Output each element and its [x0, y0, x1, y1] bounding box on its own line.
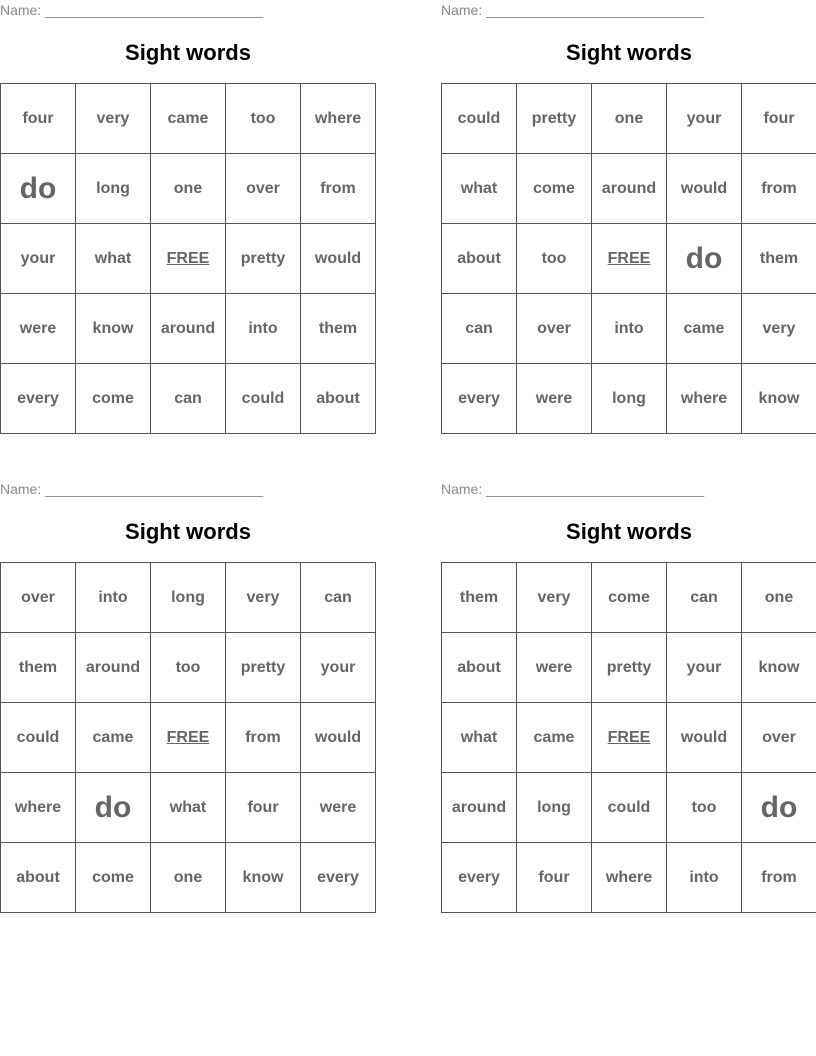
word-cell: can: [151, 364, 226, 434]
grid-row: [442, 843, 816, 913]
word-cell: long: [76, 154, 151, 224]
word-cell: them: [1, 633, 76, 703]
word-cell: very: [742, 294, 816, 364]
grid-row: [442, 84, 816, 154]
word-cell: were: [517, 364, 592, 434]
word-cell: every: [442, 843, 517, 913]
word-cell: into: [226, 294, 301, 364]
word-cell: could: [1, 703, 76, 773]
word-cell: can: [667, 563, 742, 633]
word-cell-large: do: [1, 154, 76, 224]
word-cell: came: [667, 294, 742, 364]
word-cell: came: [517, 703, 592, 773]
word-cell: where: [301, 84, 376, 154]
word-cell: came: [76, 703, 151, 773]
word-cell: pretty: [226, 224, 301, 294]
word-cell: from: [742, 843, 816, 913]
free-space-cell: FREE: [151, 703, 226, 773]
word-cell: about: [1, 843, 76, 913]
word-cell: them: [442, 563, 517, 633]
grid-row: [442, 773, 816, 843]
word-cell: could: [592, 773, 667, 843]
word-cell: pretty: [226, 633, 301, 703]
grid-row: [442, 154, 816, 224]
word-cell: around: [592, 154, 667, 224]
word-grid: [0, 83, 376, 434]
word-cell: what: [442, 703, 517, 773]
grid-row: [442, 294, 816, 364]
word-grid: [441, 83, 816, 434]
word-cell-large: do: [667, 224, 742, 294]
word-cell: your: [301, 633, 376, 703]
word-cell: from: [301, 154, 376, 224]
word-cell: came: [151, 84, 226, 154]
word-cell: where: [667, 364, 742, 434]
word-cell: could: [442, 84, 517, 154]
word-cell: can: [301, 563, 376, 633]
word-cell: every: [1, 364, 76, 434]
word-grid: [441, 562, 816, 913]
word-cell: four: [226, 773, 301, 843]
word-cell: pretty: [517, 84, 592, 154]
free-space-cell: FREE: [592, 703, 667, 773]
word-cell: very: [76, 84, 151, 154]
grid-row: [1, 154, 376, 224]
word-cell: around: [442, 773, 517, 843]
word-cell: your: [667, 633, 742, 703]
card-title: Sight words: [125, 40, 251, 65]
grid-row: [1, 633, 376, 703]
free-space-cell: FREE: [592, 224, 667, 294]
word-cell: too: [226, 84, 301, 154]
word-cell: over: [517, 294, 592, 364]
word-cell: long: [151, 563, 226, 633]
name-field-label: Name: ____________________________: [441, 481, 705, 497]
grid-row: [442, 224, 816, 294]
word-cell: long: [592, 364, 667, 434]
word-cell: over: [742, 703, 816, 773]
grid-row: [442, 563, 816, 633]
word-cell: from: [742, 154, 816, 224]
word-cell: were: [1, 294, 76, 364]
grid-row: [1, 563, 376, 633]
word-cell: four: [742, 84, 816, 154]
word-cell: what: [442, 154, 517, 224]
word-cell: come: [76, 843, 151, 913]
grid-row: [1, 294, 376, 364]
word-cell: your: [667, 84, 742, 154]
word-cell: four: [1, 84, 76, 154]
word-cell: your: [1, 224, 76, 294]
word-cell: too: [517, 224, 592, 294]
grid-row: [1, 703, 376, 773]
card-title: Sight words: [566, 40, 692, 65]
word-cell: what: [76, 224, 151, 294]
word-cell: know: [226, 843, 301, 913]
word-cell: know: [76, 294, 151, 364]
word-cell: them: [742, 224, 816, 294]
grid-row: [442, 633, 816, 703]
word-cell: them: [301, 294, 376, 364]
word-cell: pretty: [592, 633, 667, 703]
word-cell: into: [76, 563, 151, 633]
word-cell: know: [742, 364, 816, 434]
word-cell: about: [442, 224, 517, 294]
grid-row: [1, 224, 376, 294]
word-cell: one: [592, 84, 667, 154]
name-field-label: Name: ____________________________: [0, 2, 264, 18]
word-cell: about: [301, 364, 376, 434]
word-cell: would: [301, 703, 376, 773]
name-field-label: Name: ____________________________: [0, 481, 264, 497]
word-cell: know: [742, 633, 816, 703]
word-cell: every: [301, 843, 376, 913]
word-cell: would: [667, 154, 742, 224]
word-cell: where: [592, 843, 667, 913]
word-cell: into: [592, 294, 667, 364]
grid-row: [1, 773, 376, 843]
word-cell: too: [151, 633, 226, 703]
word-cell: come: [76, 364, 151, 434]
word-cell: one: [151, 154, 226, 224]
word-cell: where: [1, 773, 76, 843]
word-cell: would: [301, 224, 376, 294]
word-cell: come: [517, 154, 592, 224]
word-cell: were: [517, 633, 592, 703]
card-title: Sight words: [566, 519, 692, 544]
word-cell: around: [151, 294, 226, 364]
grid-row: [442, 703, 816, 773]
word-cell: could: [226, 364, 301, 434]
free-space-cell: FREE: [151, 224, 226, 294]
word-cell: about: [442, 633, 517, 703]
word-cell: over: [226, 154, 301, 224]
word-cell: very: [226, 563, 301, 633]
word-cell: can: [442, 294, 517, 364]
grid-row: [442, 364, 816, 434]
word-cell: over: [1, 563, 76, 633]
word-cell: come: [592, 563, 667, 633]
word-cell: every: [442, 364, 517, 434]
word-cell: very: [517, 563, 592, 633]
word-cell: too: [667, 773, 742, 843]
grid-row: [1, 364, 376, 434]
grid-row: [1, 84, 376, 154]
word-cell: around: [76, 633, 151, 703]
word-cell: what: [151, 773, 226, 843]
word-cell-large: do: [742, 773, 816, 843]
name-field-label: Name: ____________________________: [441, 2, 705, 18]
word-cell-large: do: [76, 773, 151, 843]
word-cell: one: [742, 563, 816, 633]
word-cell: would: [667, 703, 742, 773]
word-cell: one: [151, 843, 226, 913]
grid-row: [1, 843, 376, 913]
word-cell: four: [517, 843, 592, 913]
word-cell: long: [517, 773, 592, 843]
word-cell: were: [301, 773, 376, 843]
word-cell: from: [226, 703, 301, 773]
word-cell: into: [667, 843, 742, 913]
card-title: Sight words: [125, 519, 251, 544]
word-grid: [0, 562, 376, 913]
